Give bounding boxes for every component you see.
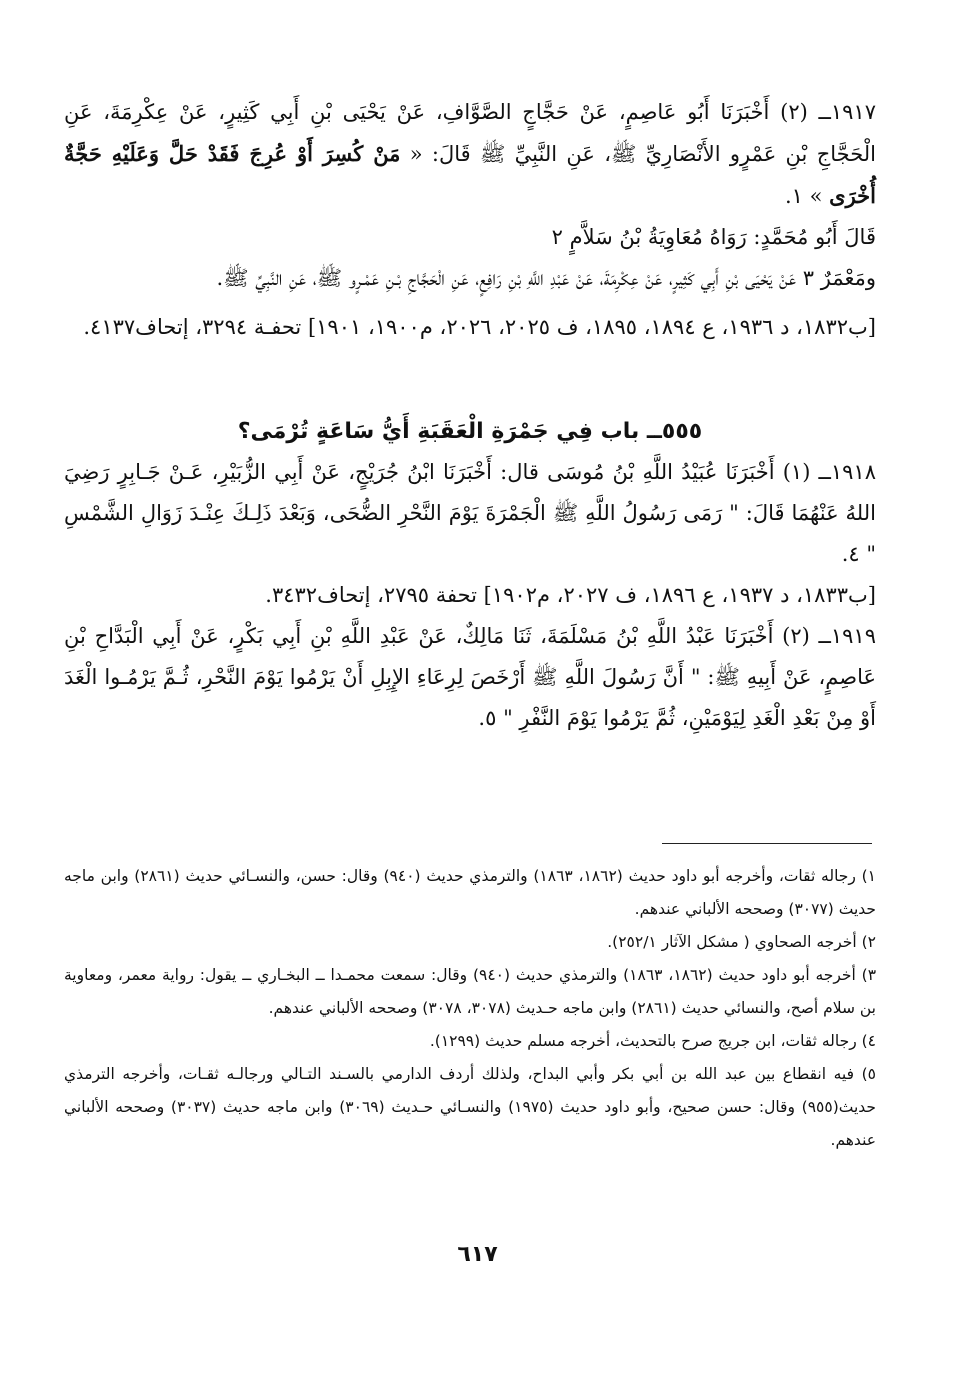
chapter-heading: ٥٥٥ــ باب فِي جَمْرَةِ الْعَقَبَةِ أَيُّ سَاعَةٍ تُرْمَى؟	[237, 419, 703, 444]
footnote-4: ٤) رجاله ثقات، ابن جريج صرح بالتحديث، أخرجه مسلم حديث (١٢٩٩).	[429, 1032, 876, 1050]
footnote-divider	[662, 843, 872, 844]
hadith-1917-matn: مَنْ كُسِرَ أَوْ عُرِجَ فَقَدْ حَلَّ وَعَلَيْهِ حَجَّةٌ أُخْرَى	[64, 141, 876, 208]
hadith-1917-chain: ومَعْمَرٌ ٣ عَنْ يَحْيَى بْنِ أَبِي كَثِيرٍ، عَنْ عِكْرِمَةَ، عَنْ عَبْدِ اللَّهِ بْنِ رَافِعٍ، عَنِ الْحَجَّاجِ بْـنِ عَمْـرٍو ﷺ، عَنِ النَّبِيِّ ﷺ.	[216, 266, 876, 290]
footnote-5: ٥) فيه انقطاع بين عبد الله بن أبي بكر وأبي البداح، ولذلك أردف الدارمي بالسـند التـالي ورجالـه ثقـات، وأخرجه الترمذي حديث(٩٥٥) وقال: حسن صحيح، وأبو داود حديث (١٩٧٥) والنسـائي حـديث (٣٠٦٩) وابن ماجه حديث (٣٠٣٧) وصححه الألباني عندهم.	[64, 1065, 877, 1149]
page-number: ٦١٧	[457, 1242, 498, 1267]
hadith-1919: ١٩١٩ــ (٢) أَخْبَرَنَا عَبْدُ اللَّهِ بْنُ مَسْلَمَةَ، ثَنَا مَالِكٌ، عَنْ عَبْدِ اللَّهِ بْنِ أَبِي بَكْرٍ، عَنْ أَبِي الْبَدَّاحِ بْنِ عَاصِمٍ، عَنْ أَبِيهِ ﷺ: " أَنَّ رَسُولَ اللَّهِ ﷺ أَرْخَصَ لِرِعَاءِ الإِبِلِ أَنْ يَرْمُوا يَوْمَ النَّحْرِ، ثُـمَّ يَرْمُـوا الْغَدَ أَوْ مِنْ بَعْدِ الْغَدِ لِيَوْمَيْنِ، ثُمَّ يَرْمُوا يَوْمَ النَّفْرِ " ٥.	[64, 624, 876, 730]
hadith-1917-text: ١٩١٧ــ (٢) أَخْبَرَنَا أَبُو عَاصِمٍ، عَنْ حَجَّاجٍ الصَّوَّافِ، عَنْ يَحْيَى بْنِ أَبِي كَثِيرٍ، عَنْ عِكْرِمَةَ، عَنِ الْحَجَّاجِ بْنِ عَمْرٍو الأَنْصَارِيِّ ﷺ، عَنِ النَّبِيِّ ﷺ قَالَ: «	[64, 100, 876, 166]
hadith-1918: ١٩١٨ــ (١) أَخْبَرَنَا عُبَيْدُ اللَّهِ بْنُ مُوسَى قال: أَخْبَرَنَا ابْنُ جُرَيْجٍ، عَنْ أَبِي الزُّبَيْرِ، عَـنْ جَـابِرٍ رَضِيَ اللهُ عَنْهُمَا قَالَ: " رَمَى رَسُولُ اللَّهِ ﷺ الْجَمْرَةَ يَوْمَ النَّحْرِ الضُّحَى، وَبَعْدَ ذَلِـكَ عِنْـدَ زَوَالِ الشَّمْسِ " ٤.	[64, 460, 876, 566]
hadith-1917-end: » ١.	[784, 184, 823, 208]
hadith-1918-refs: [ب١٨٣٣، د ١٩٣٧، ع ١٨٩٦، ف ٢٠٢٧، م١٩٠٢] تحفة ٢٧٩٥، إتحاف٣٤٣٢.	[265, 583, 876, 607]
hadith-1917-comment: قَالَ أَبُو مُحَمَّدٍ: رَوَاهُ مُعَاوِيَةُ بْنُ سَلاَّمٍ ٢	[551, 225, 876, 249]
footnote-2: ٢) أخرجه الصحاوي ( مشكل الآثار ٢٥٢/١).	[607, 933, 876, 951]
footnotes	[64, 860, 876, 1157]
hadith-1917	[64, 92, 876, 217]
footnote-3: ٣) أخرجه أبو داود حديث (١٨٦٢، ١٨٦٣) والترمذي حديث (٩٤٠) وقال: سمعت محمـدا ــ البخـاري ــ يقول: رواية معمر، ومعاوية بن سلام أصح، والنسائي حديث (٢٨٦١) وابن ماجه حـديث (٣٠٧٨، ٣٠٧٨) وصححه الألباني عندهم.	[64, 966, 877, 1017]
main-text	[64, 92, 876, 739]
footnote-1: ١) رجاله ثقات، وأخرجه أبو داود حديث (١٨٦٢، ١٨٦٣) والترمذي حديث (٩٤٠) وقال: حسن، والنسـائي حديث (٢٨٦١) وابن ماجه حديث (٣٠٧٧) وصححه الألباني عندهم.	[64, 867, 876, 918]
hadith-1917-refs: [ب١٨٣٢، د ١٩٣٦، ع ١٨٩٤، ١٨٩٥، ف ٢٠٢٥، ٢٠٢٦، م١٩٠٠، ١٩٠١] تحفـة ٣٢٩٤، إتحاف٤١٣٧.	[83, 315, 876, 339]
